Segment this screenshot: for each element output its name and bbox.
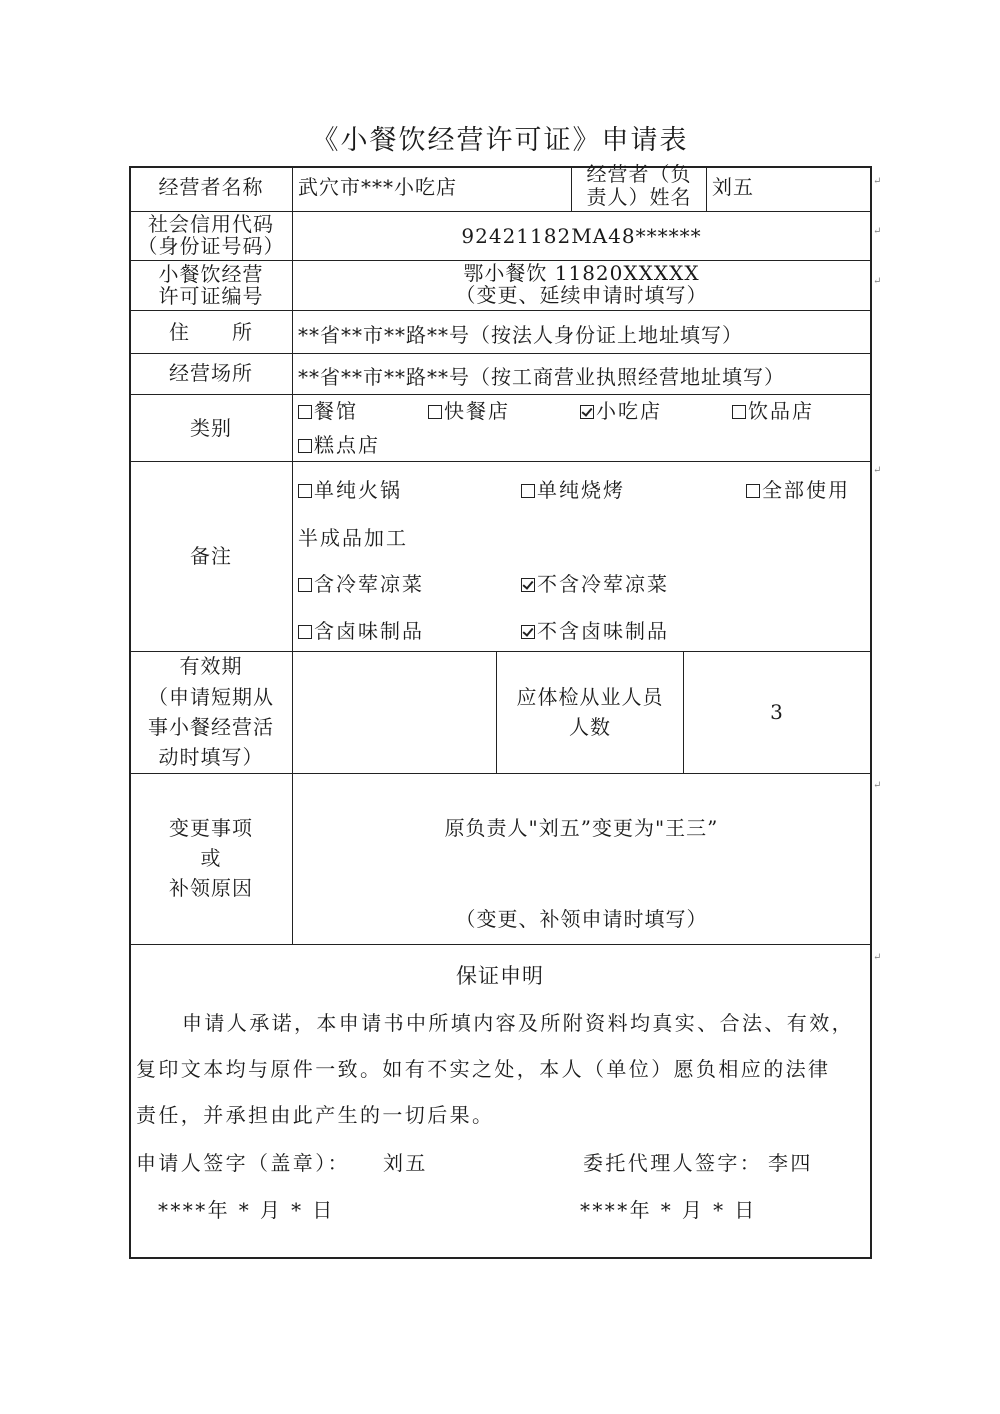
responsible-label-line1: 经营者（负 [586,162,692,186]
row-end-mark: ↵ [873,780,882,791]
validity-label-line1: 有效期 [179,654,243,678]
category-label: 类别 [190,416,232,440]
change-value: 原负责人"刘五”变更为"王三” [444,816,719,840]
checkbox-icon [732,405,746,419]
license-no-label-line2: 许可证编号 [158,284,264,308]
guarantee-line2: 复印文本均与原件一致。如有不实之处，本人（单位）愿负相应的法律 [136,1057,831,1081]
checked-checkbox-icon [521,578,535,592]
checkbox-icon [428,405,442,419]
remark-continuation: 半成品加工 [298,526,408,550]
validity-label-line3: 事小餐经营活 [148,715,274,739]
checkbox-icon [521,484,535,498]
checkbox-icon [298,625,312,639]
remark-option-bbq[interactable]: 单纯烧烤 [521,475,625,505]
category-option-pastry[interactable]: 糕点店 [298,430,380,460]
exam-count-value: 3 [770,700,784,724]
remark-option-braised[interactable]: 含卤味制品 [298,616,424,646]
exam-count-label-line1: 应体检从业人员 [516,685,664,709]
row-end-mark: ↵ [873,276,882,287]
license-no-label-line1: 小餐饮经营 [158,262,264,286]
remark-option-no-braised[interactable]: 不含卤味制品 [521,616,669,646]
credit-code-label-line1: 社会信用代码 [148,212,274,236]
agent-date: ****年 * 月 * 日 [580,1198,757,1222]
checkbox-icon [298,405,312,419]
applicant-signature-label: 申请人签字（盖章）： [136,1151,350,1175]
agent-signature-name: 李四 [768,1151,813,1175]
exam-count-label-line2: 人数 [569,715,611,739]
guarantee-line1: 申请人承诺，本申请书中所填内容及所附资料均真实、合法、有效， [182,1011,854,1035]
checkbox-icon [746,484,760,498]
change-label-line1: 变更事项 [169,816,253,840]
category-option-drinks[interactable]: 饮品店 [732,396,814,426]
category-option-fastfood[interactable]: 快餐店 [428,396,510,426]
credit-code-label-line2: （身份证号码） [137,234,285,258]
validity-label-line2: （申请短期从 [148,685,274,709]
remark-option-cold-dishes[interactable]: 含冷荤凉菜 [298,569,424,599]
guarantee-line3: 责任，并承担由此产生的一切后果。 [136,1103,495,1127]
guarantee-heading: 保证申明 [456,964,544,988]
residence-value: **省**市**路**号（按法人身份证上地址填写） [298,323,743,347]
checkbox-icon [298,484,312,498]
responsible-label-line2: 责人）姓名 [586,185,692,209]
credit-code-value: 92421182MA48****** [461,224,702,248]
premises-value: **省**市**路**号（按工商营业执照经营地址填写） [298,365,785,389]
remarks-label: 备注 [190,544,232,568]
row-end-mark: ↵ [873,226,882,237]
applicant-signature-name: 刘五 [383,1151,428,1175]
category-option-restaurant[interactable]: 餐馆 [298,396,358,426]
remark-option-no-cold-dishes[interactable]: 不含冷荤凉菜 [521,569,669,599]
premises-label: 经营场所 [169,361,253,385]
category-option-snack[interactable]: 小吃店 [580,396,662,426]
validity-label-line4: 动时填写） [158,745,264,769]
checked-checkbox-icon [521,625,535,639]
row-end-mark: ↵ [873,952,882,963]
responsible-value: 刘五 [712,175,754,199]
change-note: （变更、补领申请时填写） [455,907,708,931]
license-no-note: （变更、延续申请时填写） [455,283,708,307]
applicant-date: ****年 * 月 * 日 [158,1198,335,1222]
checkbox-icon [298,578,312,592]
row-end-mark: ↵ [873,176,882,187]
checkbox-icon [298,439,312,453]
remark-option-semifinished[interactable]: 全部使用 [746,475,850,505]
residence-label: 住 所 [169,320,253,344]
row-end-mark: ↵ [873,465,882,476]
operator-name-value: 武穴市***小吃店 [298,175,457,199]
change-label-line2: 或 [200,846,222,870]
agent-signature-label: 委托代理人签字： [583,1151,763,1175]
remark-option-hotpot[interactable]: 单纯火锅 [298,475,402,505]
change-label-line3: 补领原因 [169,876,253,900]
document-title: 《小餐饮经营许可证》申请表 [311,125,689,156]
checked-checkbox-icon [580,405,594,419]
operator-name-label: 经营者名称 [158,175,264,199]
license-no-value: 鄂小餐饮 11820XXXXX [463,261,700,285]
